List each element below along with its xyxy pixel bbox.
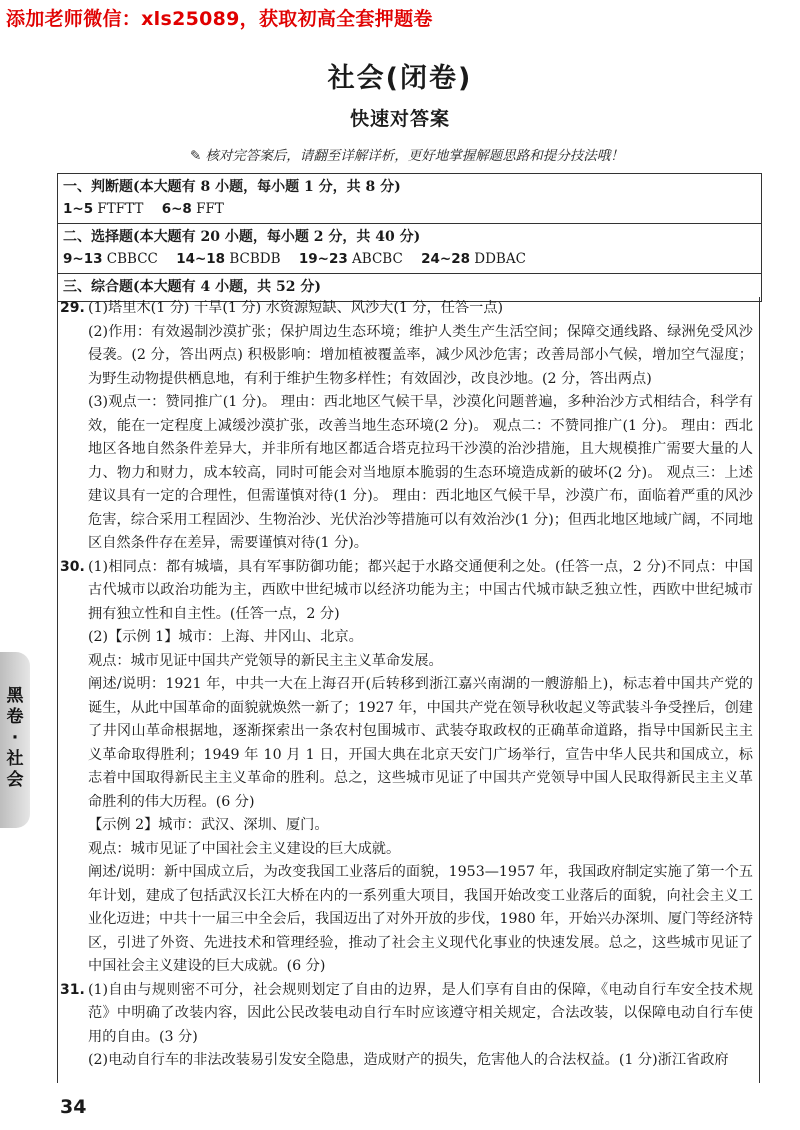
answer-range: 1~5 bbox=[63, 201, 94, 217]
answer-group bbox=[299, 251, 403, 267]
question-29 bbox=[60, 297, 753, 556]
answer-group bbox=[63, 201, 143, 217]
side-tab bbox=[0, 652, 30, 828]
answer-range: 24~28 bbox=[421, 251, 470, 267]
answer-paragraph: (1)塔里木(1 分) 干旱(1 分) 水资源短缺、风沙大(1 分，任答一点) bbox=[88, 300, 504, 316]
answer-table bbox=[57, 173, 762, 302]
answer-range: 14~18 bbox=[176, 251, 226, 267]
answer-paragraph: 阐述/说明：1921 年，中共一大在上海召开(后转移到浙江嘉兴南湖的一艘游船上)，标志着中国共产党的诞生，从此中国革命的面貌就焕然一新了；1927 年，中国共产党在领导秋收起义等武装斗争受挫后，创建了井冈山革命根据地，逐渐探索出一条农村包围城市、武装夺取政权的正确革命道路，指导中国新民主主义革命取得胜利；1949 年 10 月 1 日，开国大典在北京天安门广场举行，宣告中华人民共和国成立，标志着中国取得新民主主义革命的胜利。总之，这些城市见证了中国共产党领导中国人民取得新民主主义革命胜利的伟大历程。(6 分) bbox=[88, 676, 753, 810]
answer-row bbox=[63, 248, 756, 270]
answer-group bbox=[176, 251, 280, 267]
answer-value: CBBCC bbox=[106, 251, 158, 267]
section-heading: 二、选择题(本大题有 20 小题，每小题 2 分，共 40 分) bbox=[63, 229, 421, 245]
section-heading: 三、综合题(本大题有 4 小题，共 52 分) bbox=[63, 279, 321, 295]
tip-line bbox=[190, 144, 624, 164]
answer-content bbox=[57, 297, 760, 1083]
answer-value: FFT bbox=[196, 201, 224, 217]
question-30 bbox=[60, 556, 753, 979]
answer-paragraph: 阐述/说明：新中国成立后，为改变我国工业落后的面貌，1953—1957 年，我国政府制定实施了第一个五年计划，建成了包括武汉长江大桥在内的一系列重大项目，我国开始改变工业落后的面貌，向社会主义工业化迈进；中共十一届三中全会后，我国迈出了对外开放的步伐，1980 年，开始兴办深圳、厦门等经济特区，引进了外资、先进技术和管理经验，推动了社会主义现代化事业的快速发展。总之，这些城市见证了中国社会主义建设的巨大成就。(6 分) bbox=[88, 864, 753, 974]
answer-paragraph: (1)自由与规则密不可分，社会规则划定了自由的边界，是人们享有自由的保障，《电动自行车安全技术规范》中明确了改装内容，因此公民改装电动自行车时应该遵守相关规定，合法改装，以保障电动自行车使用的自由。(3 分) bbox=[88, 981, 753, 1045]
section-heading: 一、判断题(本大题有 8 小题，每小题 1 分，共 8 分) bbox=[63, 179, 401, 195]
answer-paragraph: (2)电动自行车的非法改装易引发安全隐患，造成财产的损失，危害他人的合法权益。(1 分)浙江省政府 bbox=[88, 1052, 729, 1068]
answer-range: 6~8 bbox=[161, 201, 192, 217]
section-judgment bbox=[58, 174, 761, 224]
answer-value: ABCBC bbox=[352, 251, 403, 267]
question-31 bbox=[60, 979, 753, 1073]
question-number: 31. bbox=[60, 981, 85, 998]
answer-group bbox=[63, 251, 158, 267]
question-number: 30. bbox=[60, 558, 85, 575]
page-number: 34 bbox=[60, 1096, 87, 1118]
answer-group bbox=[162, 201, 224, 217]
answer-paragraph: 观点：城市见证中国共产党领导的新民主主义革命发展。 bbox=[88, 652, 443, 669]
answer-paragraph: 观点：城市见证了中国社会主义建设的巨大成就。 bbox=[88, 840, 401, 857]
answer-value: BCBDB bbox=[229, 251, 281, 267]
answer-paragraph: (1)相同点：都有城墙，具有军事防御功能；都兴起于水路交通便利之处。(任答一点，2 分)不同点：中国古代城市以政治功能为主，西欧中世纪城市以经济功能为主；中国古代城市缺乏独立性，西欧中世纪城市拥有独立性和自主性。(任答一点，2 分) bbox=[88, 558, 753, 622]
answer-paragraph: (3)观点一：赞同推广(1 分)。 理由：西北地区气候干旱，沙漠化问题普遍，多种治沙方式相结合，科学有效，能在一定程度上减缓沙漠扩张，改善当地生态环境(2 分)。 观点二：不赞同推广(1 分)。 理由：西北地区各地自然条件差异大，并非所有地区都适合塔克拉玛干沙漠的治沙措施，且大规模推广需要大量的人力、物力和财力，成本较高，同时可能会对当地原本脆弱的生态环境造成新的破坏(2 分)。 观点三：上述建议具有一定的合理性，但需谨慎对待(1 分)。 理由：西北地区气候干旱，沙漠广布，面临着严重的风沙危害，综合采用工程固沙、生物治沙、光伏治沙等措施可以有效治沙(1 分)；但西北地区地域广阔，不同地区自然条件存在差异，需要谨慎对待(1 分)。 bbox=[88, 394, 753, 551]
section-choice bbox=[58, 224, 761, 274]
page-title: 社会(闭卷) bbox=[327, 63, 473, 94]
side-tab-label: 黑卷·社会 bbox=[6, 686, 24, 790]
answer-row bbox=[63, 198, 756, 220]
question-number: 29. bbox=[60, 300, 85, 316]
answer-paragraph: (2)【示例 1】城市：上海、井冈山、北京。 bbox=[88, 629, 363, 645]
answer-range: 19~23 bbox=[298, 251, 348, 267]
page-subtitle: 快速对答案 bbox=[349, 108, 450, 130]
answer-value: DDBAC bbox=[474, 251, 526, 267]
answer-range: 9~13 bbox=[63, 251, 103, 267]
answer-paragraph: (2)作用：有效遏制沙漠扩张；保护周边生态环境；维护人类生产生活空间；保障交通线路、绿洲免受风沙侵袭。(2 分，答出两点) 积极影响：增加植被覆盖率，减少风沙危害；改善局部小气候，增加空气湿度；为野生动物提供栖息地，有利于维护生物多样性；有效固沙，改良沙地。(2 分，答出两点) bbox=[88, 323, 753, 387]
promo-banner: 添加老师微信：xls25089，获取初高全套押题卷 bbox=[6, 8, 433, 30]
answer-value: FTFTT bbox=[97, 201, 144, 217]
answer-paragraph: 【示例 2】城市：武汉、深圳、厦门。 bbox=[88, 817, 329, 833]
answer-group bbox=[421, 251, 526, 267]
tip-text: 核对完答案后，请翻至详解详析，更好地掌握解题思路和提分技法哦！ bbox=[205, 148, 624, 164]
pen-icon: ✎ bbox=[190, 148, 202, 164]
